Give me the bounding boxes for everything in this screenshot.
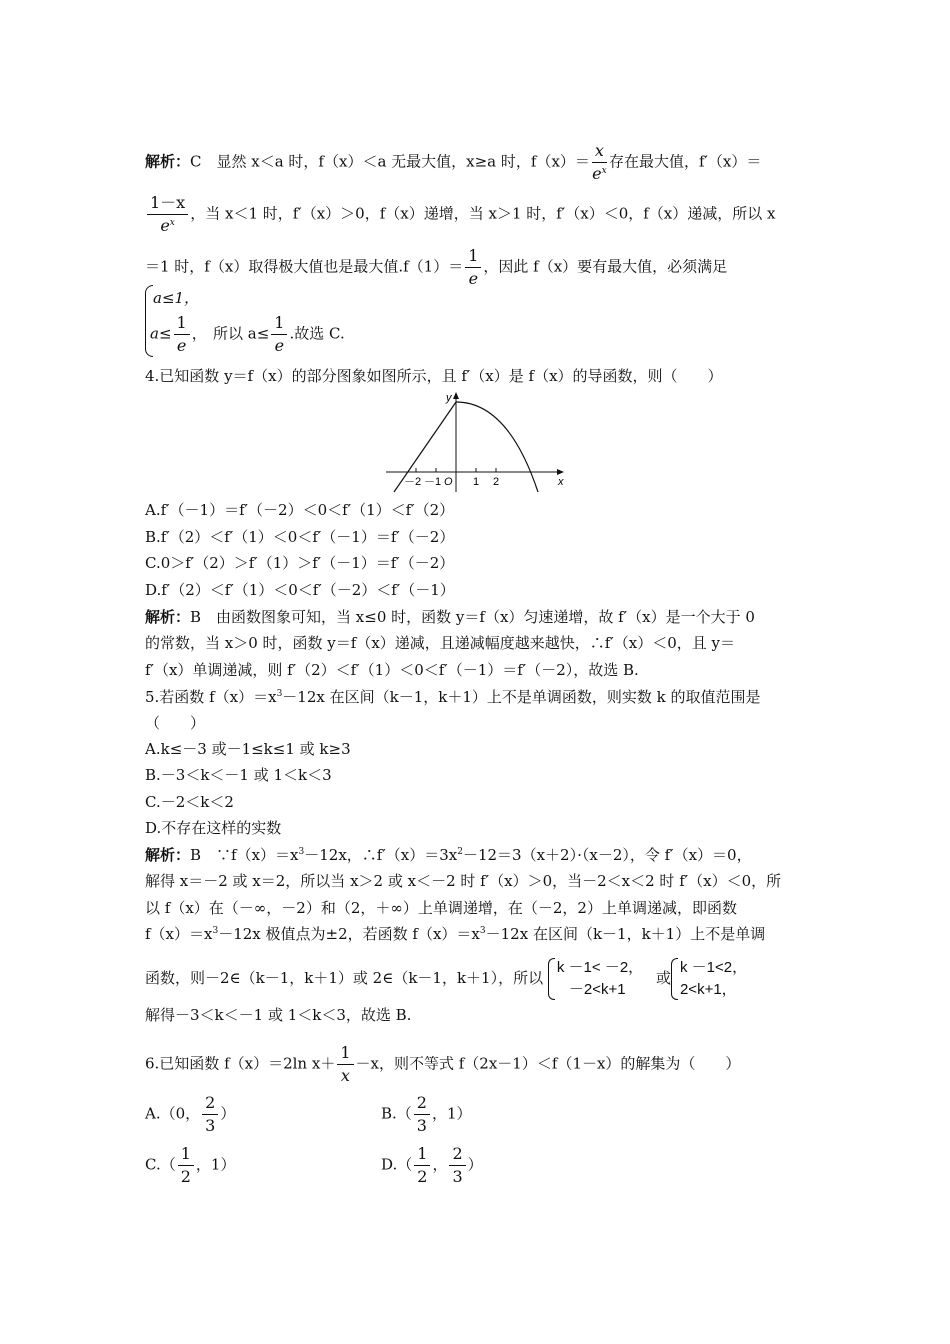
q4-analysis-line-2: 的常数，当 x＞0 时，函数 y＝f（x）递减，且递减幅度越来越快，∴f′（x）＜0，且 y＝ [145, 634, 735, 652]
q5-option-d: D.不存在这样的实数 [145, 819, 282, 837]
q5-option-c: C.－2＜k＜2 [145, 793, 234, 811]
q3-system-row-2: a≤ $\frac{1}{e}$ ， [150, 313, 207, 355]
tick-label: 1 [473, 476, 480, 488]
fraction: $\frac{1}{2}$ [414, 1143, 430, 1188]
fraction: $\frac{2}{3}$ [414, 1092, 430, 1137]
q5-analysis-line-4: $f(x)=x^3-12x$ 极值点为±2，若函数 $f(x)=x^3-12x$ 在区间（k－1，k＋1）上不是单调 [145, 925, 766, 943]
q5-option-a: A.k≤－3 或－1≤k≤1 或 k≥3 [145, 740, 351, 758]
fraction: $\frac{1}{e}$ [271, 312, 287, 357]
q5-analysis-line-2: 解得 x＝－2 或 x＝2，所以当 x＞2 或 x＜－2 时 f′（x）＞0，当－2＜x＜2 时 f′（x）＜0，所 [145, 872, 782, 890]
inequality-system-1: k －1< －2， －2<k+1 [548, 957, 643, 1001]
q3-analysis-line-1: 解析：C 显然 x＜a 时，f（x）＜a 无最大值，x≥a 时，f（x）＝ $\frac{x}{e^x}$ 存在最大值，f′（x）＝ [145, 141, 762, 183]
q4-stem: 4.已知函数 y＝f（x）的部分图象如图所示，且 f′（x）是 f（x）的导函数，则（ ） [145, 367, 723, 385]
y-axis-label: y [446, 392, 452, 404]
q3-system-row-1: a≤1， [153, 289, 200, 307]
analysis-label: 解析： [145, 152, 191, 171]
q5-stem-line-2: （ ） [145, 714, 206, 732]
q6-option-c: C.（ $\frac{1}{2}$ ，1） [145, 1144, 236, 1186]
q4-analysis-line-1: 解析：B 由函数图象可知，当 x≤0 时，函数 y＝f（x）匀速递增，故 f′（x）是一个大于 0 [145, 608, 755, 626]
q3-conclusion: 所以 a≤ $\frac{1}{e}$ .故选 C. [213, 313, 345, 355]
analysis-label: 解析： [145, 608, 191, 626]
q4-option-d: D.f′（2）＜f′（1）＜0＜f′（－2）＜f′（－1） [145, 581, 455, 599]
q6-option-d: D.（ $\frac{1}{2}$ ， $\frac{2}{3}$ ） [381, 1144, 483, 1186]
origin-label: O [444, 476, 453, 488]
q4-function-graph [380, 388, 570, 496]
q6-stem: 6.已知函数 f（x）＝2ln x＋ $\frac{1}{x}$ －x，则不等式 f（2x－1）＜f（1－x）的解集为（ ） [145, 1043, 741, 1085]
fraction: $\frac{1-x}{e^x}$ [147, 192, 188, 237]
q3-analysis-line-3: ＝1 时，f（x）取得极大值也是最大值.f（1）＝ $\frac{1}{e}$ ，因此 f（x）要有最大值，必须满足 [145, 246, 728, 288]
q4-option-a: A.f′（－1）＝f′（－2）＜0＜f′（1）＜f′（2） [145, 501, 455, 519]
tick-label: 2 [493, 476, 500, 488]
q6-option-b: B.（ $\frac{2}{3}$ ，1） [381, 1093, 472, 1135]
q6-option-a: A.（0， $\frac{2}{3}$ ） [145, 1093, 236, 1135]
q4-analysis-line-3: f′（x）单调递减，则 f′（2）＜f′（1）＜0＜f′（－1）＝f′（－2），故选 B. [145, 661, 639, 679]
x-axis-label: x [558, 476, 564, 488]
fraction: $\frac{1}{x}$ [337, 1042, 353, 1087]
fraction: $\frac{1}{2}$ [178, 1143, 194, 1188]
q5-analysis-line-5: 函数，则－2∈（k－1，k＋1）或 2∈（k－1，k＋1），所以 k －1< －2， －2<k+1 或 k －1<2， 2<k+1， [145, 955, 747, 1001]
q5-analysis-line-6: 解得－3＜k＜－1 或 1＜k＜3，故选 B. [145, 1006, 412, 1024]
fraction: $\frac{1}{e}$ [174, 312, 190, 357]
fraction: $\frac{1}{e}$ [465, 245, 481, 290]
q4-option-c: C.0＞f′（2）＞f′（1）＞f′（－1）＝f′（－2） [145, 554, 455, 572]
tick-label: －1 [424, 476, 442, 488]
inequality-system-2: k －1<2， 2<k+1， [671, 957, 747, 1001]
fraction: $\frac{2}{3}$ [202, 1092, 218, 1137]
y-axis-arrow [453, 392, 459, 399]
q5-stem-line-1: 5.若函数 $f(x)=x^3-12x$ 在区间（k－1，k＋1）上不是单调函数，则实数 k 的取值范围是 [145, 688, 761, 706]
fraction: $\frac{2}{3}$ [449, 1143, 465, 1188]
analysis-label: 解析： [145, 846, 191, 864]
x-axis-arrow [557, 469, 564, 475]
q5-analysis-line-3: 以 f（x）在（－∞，－2）和（2，＋∞）上单调递增，在（－2，2）上单调递减，即函数 [145, 899, 737, 917]
q4-option-b: B.f′（2）＜f′（1）＜0＜f′（－1）＝f′（－2） [145, 528, 455, 546]
q5-option-b: B.－3＜k＜－1 或 1＜k＜3 [145, 766, 332, 784]
q5-analysis-line-1: 解析：B $\because f(x)=x^3-12x$，$\therefore f'(x)=3x^2-12=3(x+2)\cdot(x-2)$，令 f′（x）＝0， [145, 846, 752, 864]
fraction: $\frac{x}{e^x}$ [592, 141, 607, 183]
tick-label: －2 [404, 476, 422, 488]
q3-analysis-line-2: $\frac{1-x}{e^x}$ ，当 x＜1 时，f′（x）＞0，f（x）递增，当 x＞1 时，f′（x）＜0，f（x）递减，所以 x [145, 192, 775, 237]
